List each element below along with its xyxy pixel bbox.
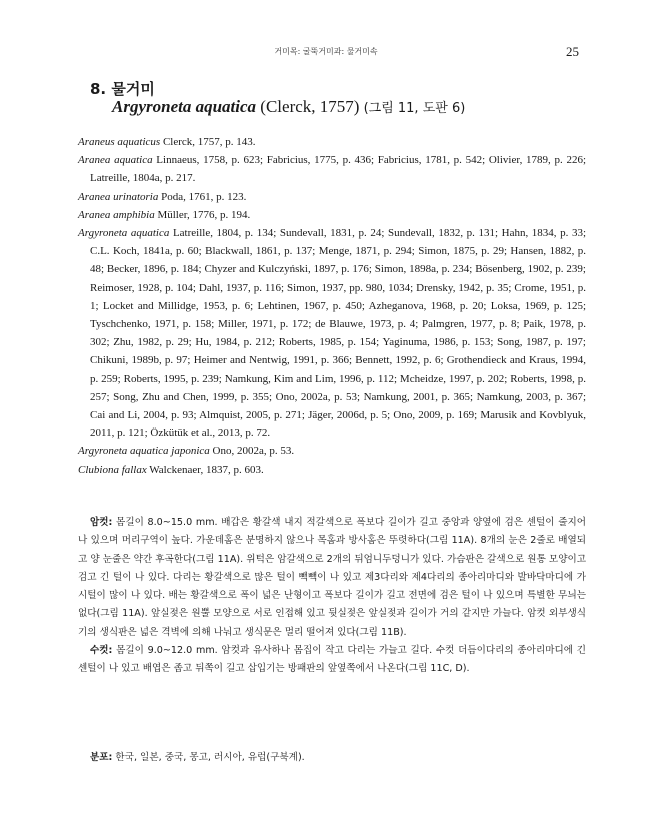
synonym-entry bbox=[78, 151, 586, 187]
synonym-name: Aranea aquatica bbox=[78, 154, 153, 167]
species-scientific-name: Argyroneta aquatica bbox=[112, 97, 257, 116]
synonym-entry bbox=[78, 224, 586, 442]
synonym-entry bbox=[78, 206, 586, 224]
male-description bbox=[78, 642, 586, 679]
species-author: (Clerck, 1757) bbox=[256, 97, 360, 116]
synonym-refs: Poda, 1761, p. 123. bbox=[158, 190, 247, 203]
species-figure-ref: (그림 11, 도판 6) bbox=[359, 101, 466, 116]
female-label: 암컷: bbox=[90, 517, 113, 528]
distribution bbox=[78, 749, 586, 767]
synonym-entry bbox=[78, 188, 586, 206]
synonym-name: Argyroneta aquatica bbox=[78, 227, 170, 240]
synonym-name: Argyroneta aquatica japonica bbox=[78, 445, 210, 458]
species-title bbox=[112, 97, 465, 117]
synonym-name: Aranea amphibia bbox=[78, 208, 155, 221]
female-description bbox=[78, 514, 586, 642]
synonym-name: Aranea urinatoria bbox=[78, 190, 159, 203]
description bbox=[78, 514, 586, 679]
male-label: 수컷: bbox=[90, 645, 113, 657]
synonym-name: Araneus aquaticus bbox=[78, 136, 161, 148]
synonym-name: Clubiona fallax bbox=[78, 463, 147, 476]
page-number: 25 bbox=[566, 44, 579, 59]
male-text: 몸길이 9.0~12.0 mm. 암컷과 유사하나 몸집이 작고 다리는 가늘고 길다. 수컷 더듬이다리의 종아리마디에 긴 센털이 나 있고 배엽은 좁고 뒤쪽이 길고 삽입기는 방패판의 앞옆쪽에서 나온다(그림 11C, D). bbox=[78, 645, 586, 675]
synonym-refs: Walckenaer, 1837, p. 603. bbox=[146, 463, 264, 476]
distribution-text: 한국, 일본, 중국, 몽고, 러시아, 유럽(구북계). bbox=[112, 752, 305, 763]
running-head: 거미목: 굴뚝거미과: 물거미속 bbox=[274, 47, 378, 56]
synonym-entry bbox=[78, 133, 586, 151]
synonymy-list bbox=[78, 133, 586, 479]
species-number-label: 8. 물거미 bbox=[90, 80, 155, 98]
synonym-refs: Linnaeus, 1758, p. 623; Fabricius, 1775, p. 436; Fabricius, 1781, p. 542; Olivier, 1789, p. 226; Latreille, 1804a, p. 217. bbox=[90, 154, 586, 185]
synonym-refs: Müller, 1776, p. 194. bbox=[154, 208, 251, 221]
female-text: 몸길이 8.0~15.0 mm. 배갑은 황갈색 내지 적갈색으로 폭보다 길이가 길고 중앙과 양옆에 검은 센털이 줄지어 나 있으며 머리구역이 높다. 가운데홈은 분명하지 않으나 목홈과 방사홈은 뚜렷하다(그림 11A). 8개의 눈은 2줄로 배열되고 양 눈줄은 약간 후곡한다(그림 11A). 위턱은 암갈색으로 2개의 뒤엄니두덩니가 있다. 가슴판은 갈색으로 원통 모양이고 검고 긴 털이 나 있다. 다리는 황갈색으로 많은 털이 빽빽이 나 있고 제3다리와 제4다리의 종아리마디와 발바닥마디에 가시털이 많이 나 있다. 배는 황갈색으로 폭이 넓은 난형이고 폭보다 길이가 길고 전면에 검은 털이 나 있으며 특별한 무늬는 없다(그림 11A). 앞실젖은 원뿔 모양으로 서로 인접해 있고 뒷실젖은 앞실젖과 길이가 거의 같지만 가늘다. 암컷 외부생식기의 생식판은 넓은 격벽에 의해 나눠고 생식문은 멀리 떨어져 있다(그림 11B). bbox=[78, 517, 586, 638]
synonym-entry bbox=[78, 461, 586, 479]
synonym-refs: Clerck, 1757, p. 143. bbox=[160, 136, 256, 148]
synonym-entry bbox=[78, 442, 586, 460]
distribution-label: 분포: bbox=[90, 752, 113, 763]
synonym-refs: Ono, 2002a, p. 53. bbox=[209, 445, 295, 458]
synonym-refs: Latreille, 1804, p. 134; Sundevall, 1831, p. 24; Sundevall, 1832, p. 131; Hahn, 1834, p. 33; C.L. Koch, 1841a, p. 60; Blackwall, 1861, p. 137; Menge, 1871, p. 294; Simon, 1875, p. 29; Hansen, 1882, p. 48; Becker, 1896, p. 184; Chyzer and Kulczyński, 1897, p. 176; Simon, 1898a, p. 234; Bösenberg, 1902, p. 239; Reimoser, 1928, p. 104; Dahl, 1937, p. 116; Simon, 1937, pp. 980, 1034; Drensky, 1942, p. 35; Crome, 1951, p. 1; Locket and Millidge, 1953, p. 6; Lehtinen, 1967, p. 450; Azheganova, 1968, p. 20; Loksa, 1969, p. 125; Tyschchenko, 1971, p. 158; Miller, 1971, p. 172; de Blauwe, 1973, p. 4; Palmgren, 1977, p. 8; Paik, 1978, p. 302; Zhu, 1982, p. 29; Hu, 1984, p. 212; Roberts, 1985, p. 154; Yaginuma, 1986, p. 153; Song, 1987, p. 197; Chikuni, 1989b, p. 97; Heimer and Nentwig, 1991, p. 366; Bennett, 1992, p. 6; Grothendieck and Kraus, 1994, p. 259; Roberts, 1995, p. 239; Namkung, Kim and Lim, 1996, p. 112; Mcheidze, 1997, p. 202; Roberts, 1998, p. 257; Song, Zhu and Chen, 1999, p. 355; Ono, 2002a, p. 53; Namkung, 2001, p. 365; Namkung, 2003, p. 367; Cai and Li, 2004, p. 93; Almquist, 2005, p. 271; Jäger, 2006d, p. 5; Ono, 2009, p. 169; Marusik and Kovblyuk, 2011, p. 121; Özkütük et al., 2013, p. 72. bbox=[90, 227, 587, 440]
